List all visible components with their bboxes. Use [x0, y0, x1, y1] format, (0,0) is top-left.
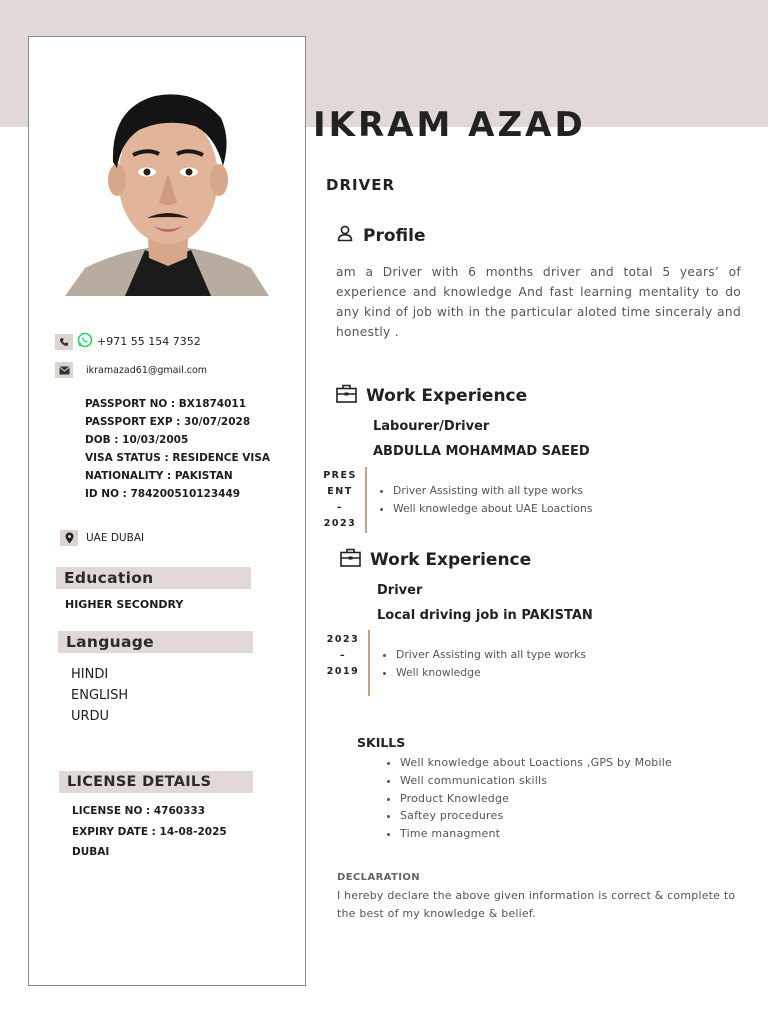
profile-summary: am a Driver with 6 months driver and total 5 years’ of experience and knowledge And fast learning mentality to do any kind of job with in the particular aloted time sinceraly and honestly . — [336, 265, 741, 339]
license-no: LICENSE NO : 4760333 — [72, 805, 206, 817]
phone-number[interactable]: +971 55 154 7352 — [97, 335, 201, 348]
skill-item: • Product Knowledge — [400, 790, 672, 808]
company-name: ABDULLA MOHAMMAD SAEED — [373, 444, 590, 459]
phone-row[interactable] — [55, 332, 201, 351]
language-heading: Language — [58, 631, 253, 653]
bullet-item: • Well knowledge about UAE Loactions — [393, 500, 593, 518]
language-item: HINDI — [71, 667, 109, 682]
license-city: DUBAI — [72, 846, 110, 858]
experience-heading-row — [336, 384, 527, 408]
language-item: ENGLISH — [71, 688, 129, 703]
license-list — [72, 801, 227, 863]
date-line: 2019 — [326, 666, 360, 677]
education-heading: Education — [56, 567, 251, 589]
license-expiry: EXPIRY DATE : 14-08-2025 — [72, 825, 227, 838]
dob: DOB : 10/03/2005 — [85, 434, 189, 446]
whatsapp-icon — [77, 332, 93, 351]
person-icon — [336, 224, 354, 247]
location-pin-icon — [60, 530, 78, 546]
phone-icon — [55, 334, 73, 350]
email-icon — [55, 362, 73, 378]
experience-heading-row — [340, 548, 531, 572]
bullet-item: • Driver Assisting with all type works — [396, 646, 586, 664]
bullet-item: • Driver Assisting with all type works — [393, 482, 593, 500]
profile-photo — [55, 60, 281, 296]
experience-heading: Work Experience — [370, 550, 532, 570]
date-line: 2023 — [323, 518, 357, 529]
declaration-text: I hereby declare the above given information is correct & complete to the best of my knowledge & belief. — [337, 889, 736, 920]
passport-no: PASSPORT NO : BX1874011 — [85, 398, 247, 410]
passport-exp: PASSPORT EXP : 30/07/2028 — [85, 416, 251, 428]
education-item: HIGHER SECONDRY — [65, 598, 184, 611]
date-line: 2023 — [326, 634, 360, 645]
job-dates — [322, 468, 358, 532]
nationality: NATIONALITY : PAKISTAN — [85, 470, 233, 482]
declaration-heading: DECLARATION — [337, 872, 421, 883]
job-dates — [325, 632, 361, 680]
license-heading: LICENSE DETAILS — [59, 771, 253, 793]
job-title: Labourer/Driver — [373, 419, 490, 434]
skill-item: • Well communication skills — [400, 772, 672, 790]
date-line: – — [339, 650, 347, 661]
date-line: – — [336, 502, 344, 513]
skills-list — [384, 754, 672, 843]
briefcase-icon — [340, 548, 361, 572]
language-list — [71, 664, 128, 727]
id-no: ID NO : 784200510123449 — [85, 488, 241, 500]
full-name: IKRAM AZAD — [313, 105, 586, 145]
company-name: Local driving job in PAKISTAN — [377, 608, 593, 623]
job-title: Driver — [377, 583, 423, 598]
skill-item: • Time managment — [400, 825, 672, 843]
job-role: DRIVER — [326, 176, 395, 194]
profile-heading: Profile — [363, 225, 426, 246]
experience-heading: Work Experience — [366, 386, 528, 406]
timeline-line — [368, 630, 370, 696]
email-row[interactable] — [55, 362, 207, 378]
briefcase-icon — [336, 384, 357, 408]
location-text: UAE DUBAI — [86, 532, 145, 544]
date-line: ENT — [327, 486, 353, 497]
visa-status: VISA STATUS : RESIDENCE VISA — [85, 452, 271, 464]
skills-heading: SKILLS — [357, 735, 406, 750]
skill-item: • Saftey procedures — [400, 807, 672, 825]
date-line: PRES — [323, 470, 357, 481]
job-bullets — [377, 482, 593, 517]
skill-item: • Well knowledge about Loactions ,GPS by Mobile — [400, 754, 672, 772]
timeline-line — [365, 467, 367, 533]
location-row — [60, 530, 144, 546]
bullet-item: • Well knowledge — [396, 664, 586, 682]
profile-heading-row — [336, 224, 425, 247]
job-bullets — [380, 646, 586, 681]
id-details — [85, 395, 270, 503]
sidebar — [28, 36, 306, 986]
email-address[interactable]: ikramazad61@gmail.com — [86, 364, 208, 376]
language-item: URDU — [71, 709, 110, 724]
